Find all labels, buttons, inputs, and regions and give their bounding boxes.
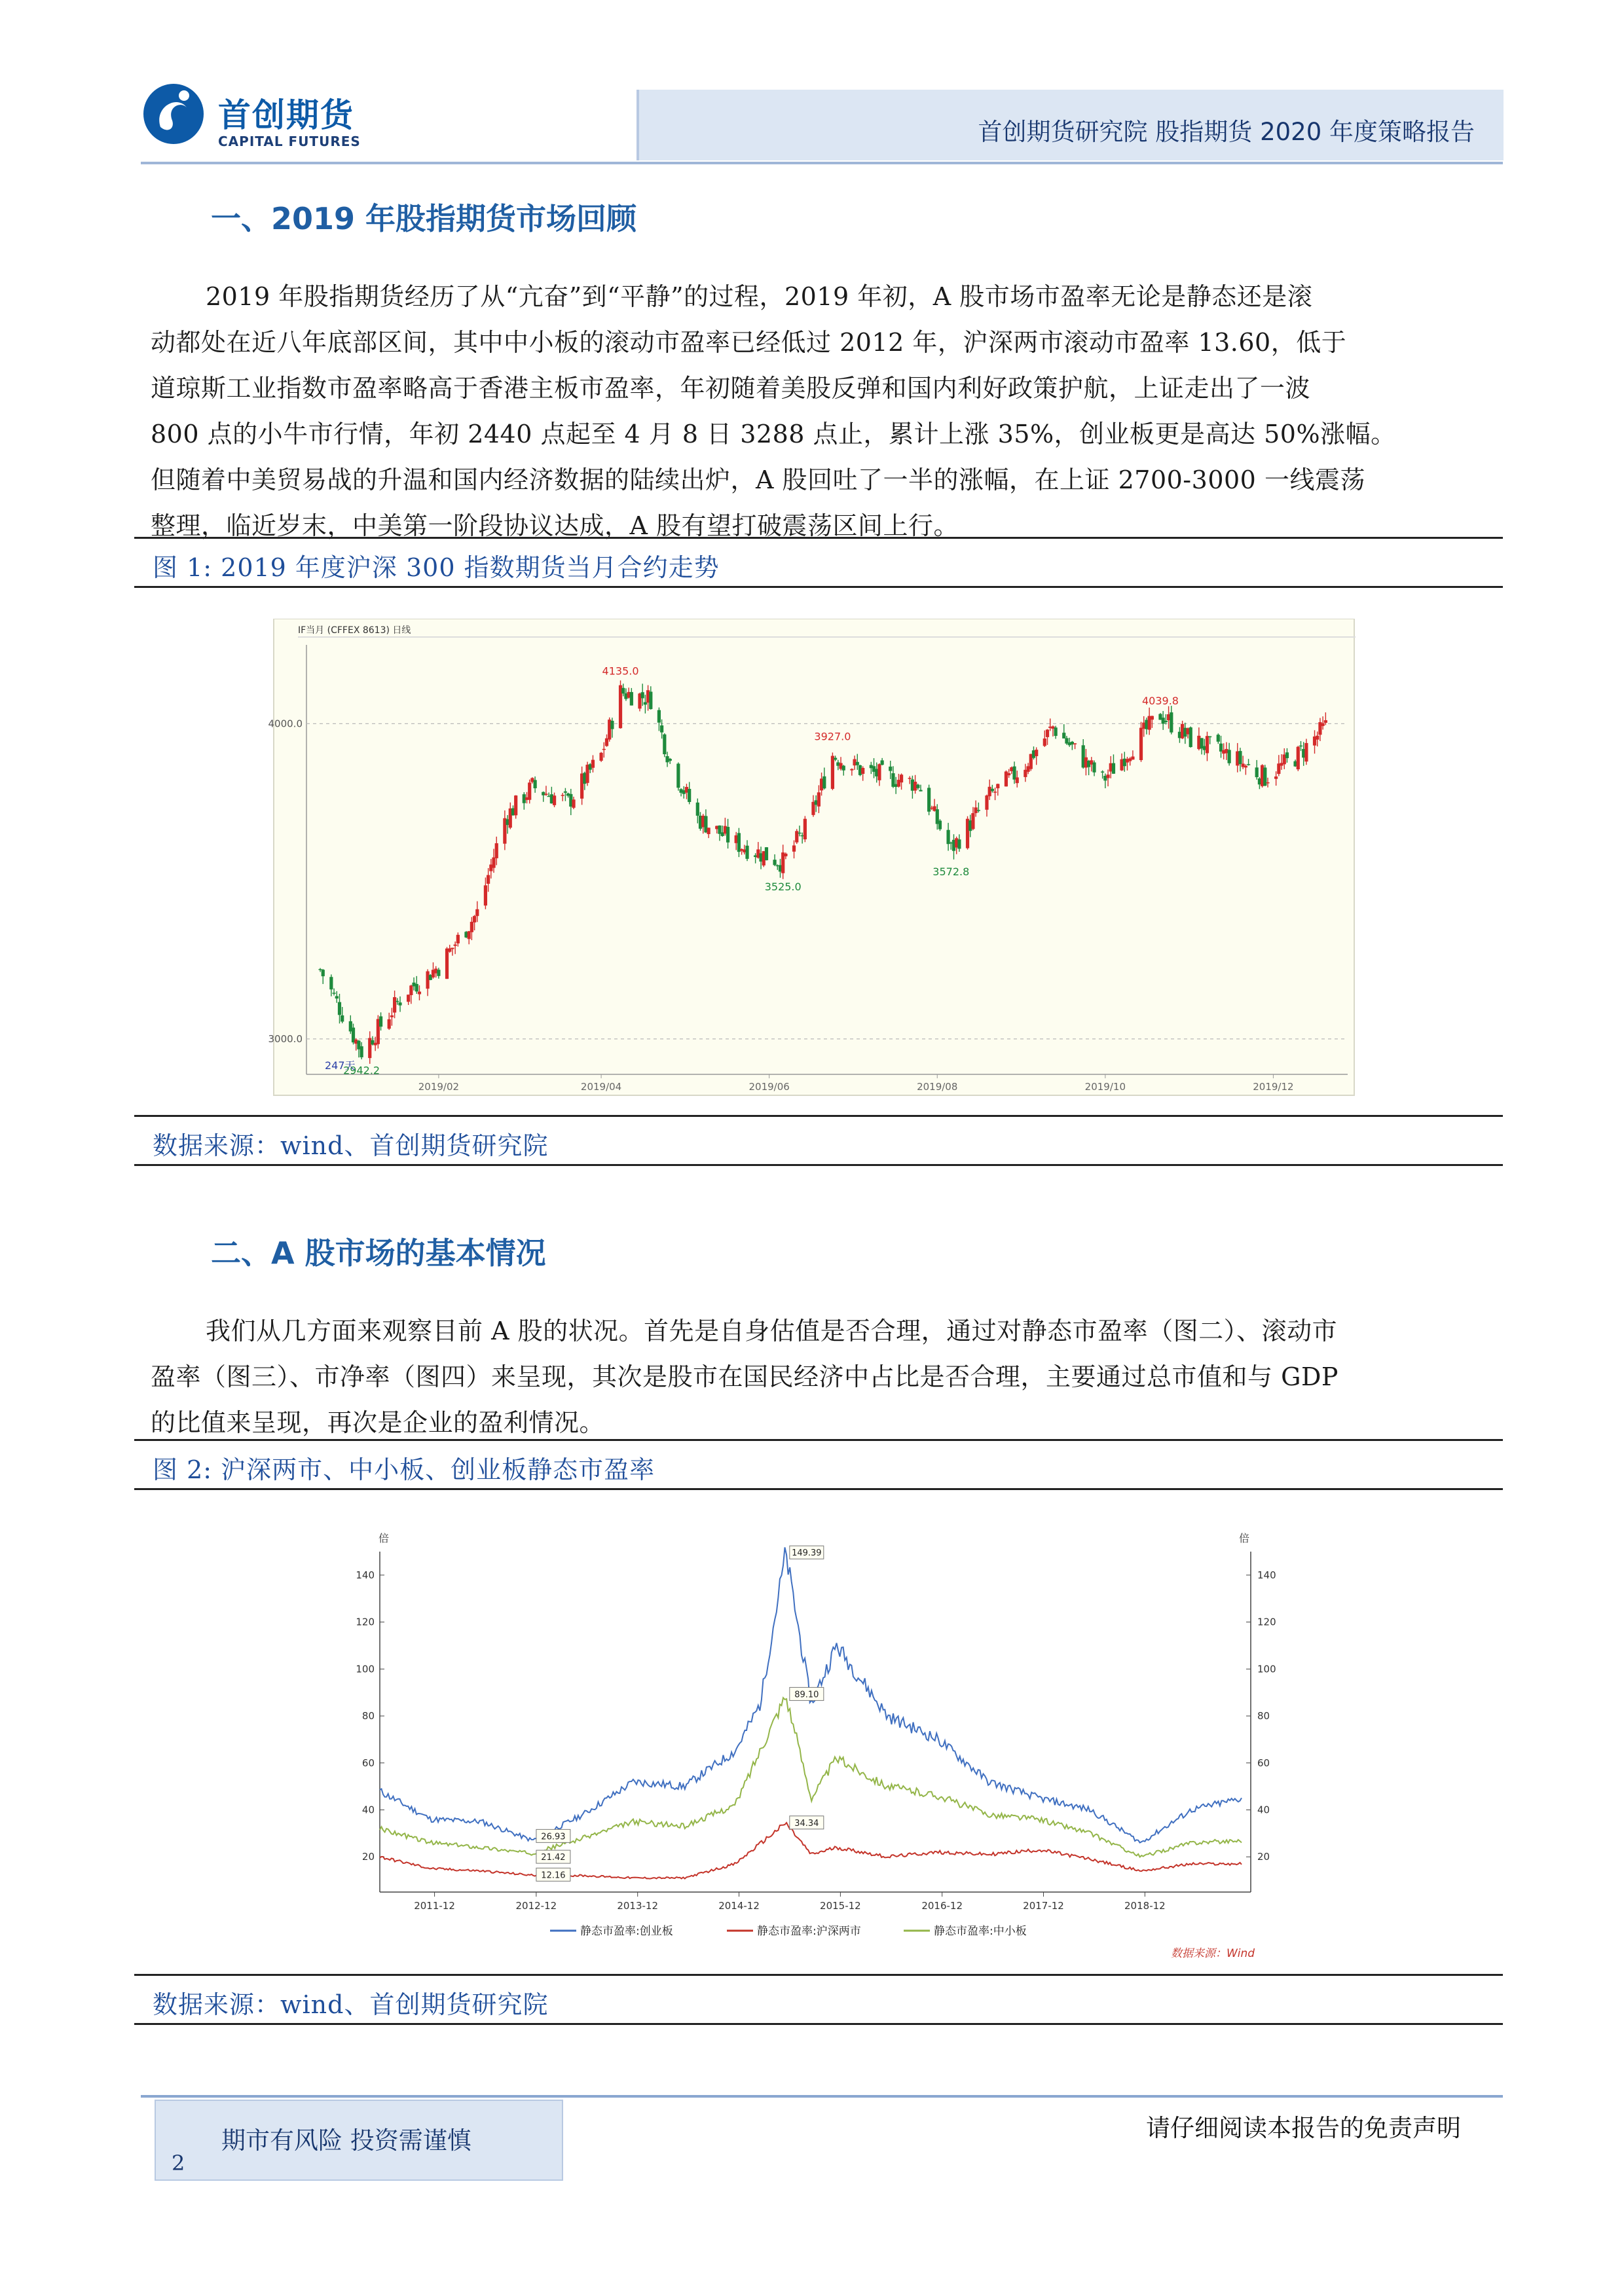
candle-body [514, 795, 517, 815]
paragraph-line: 的比值来呈现，再次是企业的盈利情况。 [151, 1408, 605, 1437]
paragraph-line: 道琼斯工业指数市盈率略高于香港主板市盈率，年初随着美股反弹和国内利好政策护航，上证走出了一波 [151, 374, 1311, 403]
candle-body [1170, 712, 1173, 733]
chart-2-unit-right: 倍 [1239, 1532, 1250, 1544]
candle-body [938, 820, 942, 829]
candle-body [1106, 774, 1109, 778]
candle-body [1297, 747, 1300, 769]
candle-body [991, 789, 994, 792]
chart-2-y-tick-label-right: 80 [1257, 1710, 1270, 1722]
candle-body [798, 833, 801, 834]
figure-1-source-text: 数据来源：wind、首创期货研究院 [153, 1131, 549, 1160]
report-header-title: 首创期货研究院 股指期货 2020 年度策略报告 [978, 118, 1475, 146]
candle-body [1244, 766, 1247, 768]
chart-2-y-tick-label: 80 [361, 1710, 375, 1722]
candle-body [856, 762, 859, 765]
figure-2-caption [134, 1439, 1503, 1490]
candle-body [528, 782, 531, 799]
chart-2-x-tick-label: 2012-12 [515, 1900, 557, 1912]
candle-body [877, 764, 881, 780]
chart-1-x-tick-label: 2019/10 [1084, 1081, 1126, 1093]
chart-2-x-tick-label: 2015-12 [820, 1900, 861, 1912]
candle-body [544, 793, 547, 795]
candle-body [437, 970, 440, 976]
logo-text-cn: 首创期货 [218, 96, 354, 134]
paragraph-line: 整理，临近岁末，中美第一阶段协议达成，A 股有望打破震荡区间上行。 [151, 511, 959, 540]
chart-1-days-label: 247天 [325, 1059, 356, 1072]
chart-2-data-label: 149.39 [792, 1548, 822, 1559]
candle-body [663, 735, 666, 754]
candle-body [773, 860, 776, 865]
footer-disclaimer: 请仔细阅读本报告的免责声明 [1146, 2114, 1461, 2142]
chart-2-y-tick-label-right: 120 [1257, 1616, 1276, 1628]
chart-2-x-tick-label: 2016-12 [921, 1900, 963, 1912]
header-divider [141, 162, 1503, 164]
candle-body [657, 710, 661, 723]
chart-2-y-tick-label: 60 [361, 1757, 375, 1769]
section-2-paragraph [151, 1308, 1496, 1446]
candle-body [487, 875, 490, 884]
candle-body [1162, 718, 1165, 723]
figure-2-caption-text: 图 2: 沪深两市、中小板、创业板静态市盈率 [153, 1455, 655, 1484]
figure-1-caption-text: 图 1: 2019 年度沪深 300 指数期货当月合约走势 [153, 553, 720, 582]
candle-body [669, 759, 672, 761]
chart-2-data-labels [536, 1546, 824, 1881]
candle-body [1131, 757, 1134, 760]
candle-body [1073, 743, 1077, 744]
candle-body [1112, 763, 1115, 774]
chart-1-annotation: 4135.0 [602, 665, 639, 678]
logo-mark-icon [141, 81, 206, 147]
candle-body [599, 753, 602, 761]
candle-body [1247, 764, 1250, 765]
chart-2-source: 数据来源：Wind [1171, 1947, 1255, 1960]
candle-body [792, 845, 796, 851]
candle-body [396, 1001, 399, 1002]
chart-2-data-label: 26.93 [541, 1832, 566, 1842]
candle-body [957, 839, 961, 848]
candle-body [475, 909, 479, 916]
candle-body [1035, 750, 1038, 756]
paragraph-line: 动都处在近八年底部区间，其中中小板的滚动市盈率已经低过 2012 年，沪深两市滚动市盈率 13.60，低于 [151, 328, 1347, 357]
candle-body [468, 931, 471, 939]
candle-body [676, 763, 680, 788]
candle-body [415, 984, 418, 991]
candle-body [1092, 763, 1096, 773]
candle-body [971, 813, 974, 829]
chart-2-data-label: 12.16 [541, 1870, 566, 1881]
candle-body [360, 1046, 363, 1057]
footer-box [155, 2100, 563, 2181]
candle-body [977, 810, 980, 811]
candle-body [889, 767, 892, 771]
candle-body [1062, 733, 1065, 738]
footer-divider [141, 2095, 1503, 2098]
candle-body [900, 774, 903, 782]
candle-body [1304, 743, 1308, 761]
candle-body [1164, 721, 1168, 722]
candle-body [418, 992, 421, 994]
candle-body [534, 780, 537, 788]
page-number: 2 [172, 2151, 185, 2176]
candle-body [621, 688, 625, 694]
candle-body [473, 916, 476, 922]
candle-body [1208, 737, 1211, 738]
chart-2-y-tick-label: 40 [361, 1804, 375, 1816]
figure-1-chart [268, 619, 1359, 1097]
candle-body [398, 1002, 401, 1005]
chart-2-y-tick-label: 120 [356, 1616, 375, 1628]
candle-body [737, 833, 741, 852]
section-1-paragraph [151, 274, 1496, 549]
candle-body [919, 790, 922, 792]
chart-1-annotation: 2942.2 [343, 1064, 380, 1077]
candle-body [1043, 738, 1046, 746]
report-header-bar [637, 90, 1504, 160]
chart-2-legend-label: 静态市盈率:创业板 [580, 1925, 673, 1938]
candle-body [881, 760, 884, 765]
candle-body [335, 996, 339, 998]
candle-body [831, 756, 834, 789]
chart-2-y-tick-label-right: 20 [1257, 1851, 1270, 1863]
candle-body [610, 721, 614, 729]
chart-2-y-tick-label-right: 60 [1257, 1757, 1270, 1769]
candle-body [641, 692, 644, 698]
candle-body [1274, 776, 1278, 779]
candle-body [1321, 723, 1325, 726]
paragraph-line: 2019 年股指期货经历了从“亢奋”到“平静”的过程，2019 年初，A 股市场市盈率无论是静态还是滚 [206, 282, 1313, 311]
candle-body [1101, 771, 1104, 773]
chart-2-legend-label: 静态市盈率:中小板 [934, 1925, 1027, 1938]
chart-1-annotation: 3927.0 [814, 730, 851, 743]
candle-body [338, 1002, 341, 1015]
candle-body [390, 1015, 394, 1017]
candle-body [817, 792, 821, 807]
candle-body [492, 858, 495, 868]
chart-2-x-tick-label: 2011-12 [414, 1900, 455, 1912]
candle-body [393, 997, 396, 1013]
candle-body [784, 854, 787, 856]
candle-body [407, 994, 410, 1002]
paragraph-line: 我们从几方面来观察目前 A 股的状况。首先是自身估值是否合理，通过对静态市盈率（图二）、滚动市 [206, 1317, 1338, 1345]
candle-body [1324, 720, 1327, 723]
candle-body [484, 885, 487, 905]
candle-body [1046, 729, 1049, 737]
candle-body [630, 692, 633, 705]
candle-body [1217, 735, 1220, 742]
candle-body [993, 792, 997, 793]
chart-1-y-tick-label: 3000.0 [268, 1032, 303, 1045]
chart-2-y-tick-label-right: 40 [1257, 1804, 1270, 1816]
candle-body [341, 1015, 344, 1022]
candle-body [561, 795, 564, 796]
candle-body [332, 993, 335, 994]
candle-body [726, 827, 729, 843]
candle-body [696, 803, 699, 816]
candle-body [842, 766, 845, 771]
chart-1-frame [274, 619, 1354, 1095]
candle-body [996, 784, 999, 788]
candle-body [1189, 727, 1192, 747]
chart-2-x-tick-label: 2018-12 [1124, 1900, 1166, 1912]
chart-2-legend-label: 静态市盈率:沪深两市 [757, 1925, 861, 1938]
candle-body [454, 945, 457, 946]
candle-body [456, 935, 460, 943]
candle-body [591, 760, 595, 768]
candle-body [834, 758, 837, 760]
candle-body [564, 792, 567, 793]
figure-1-caption [134, 537, 1503, 588]
chart-1-toolbar: IF当月 (CFFEX 8613) 日线 [298, 625, 411, 636]
candle-body [1299, 746, 1302, 747]
chart-1-annotation: 4039.8 [1141, 695, 1179, 708]
section-2-title: 二、A 股市场的基本情况 [211, 1235, 546, 1271]
candle-body [1285, 752, 1289, 758]
chart-1-annotation: 3572.8 [932, 866, 970, 879]
candle-body [379, 1016, 382, 1027]
candle-body [649, 692, 652, 710]
candle-body [850, 769, 853, 771]
candle-body [1139, 728, 1143, 760]
paragraph-line: 盈率（图三）、市净率（图四）来呈现，其次是股市在国民经济中占比是否合理，主要通过总市值和与 GDP [151, 1362, 1338, 1391]
candle-body [1255, 767, 1259, 777]
chart-2-x-tick-label: 2014-12 [718, 1900, 760, 1912]
chart-2-data-label: 21.42 [541, 1853, 566, 1863]
chart-2-axes [356, 1552, 1276, 1912]
candle-body [1266, 782, 1269, 784]
candle-body [445, 949, 449, 979]
candle-body [495, 843, 498, 858]
candle-body [329, 977, 333, 989]
candle-body [1054, 727, 1058, 736]
candle-body [1151, 716, 1154, 720]
chart-2-legend [550, 1925, 1027, 1938]
chart-1-x-tick-label: 2019/06 [748, 1081, 790, 1093]
figure-2-source-text: 数据来源：wind、首创期货研究院 [153, 1990, 549, 2019]
candle-body [1316, 736, 1319, 740]
candle-body [1007, 773, 1010, 775]
candle-body [946, 830, 950, 845]
chart-1-y-tick-label: 4000.0 [268, 718, 303, 730]
chart-1-x-tick-label: 2019/08 [917, 1081, 958, 1093]
chart-2-y-tick-label: 140 [356, 1569, 375, 1581]
candle-body [553, 795, 556, 805]
chart-1-x-tick-label: 2019/04 [580, 1081, 622, 1093]
chart-2-x-tick-label: 2013-12 [617, 1900, 659, 1912]
chart-1-x-tick-label: 2019/02 [418, 1081, 460, 1093]
candle-body [1206, 736, 1209, 753]
candle-body [409, 985, 413, 995]
candle-body [1016, 777, 1019, 783]
candle-body [1228, 750, 1231, 763]
company-logo [141, 77, 363, 156]
candle-body [765, 847, 768, 860]
figure-2-chart [327, 1529, 1310, 1980]
candle-body [916, 785, 919, 788]
section-1-title: 一、2019 年股指期货市场回顾 [211, 201, 637, 236]
chart-2-x-tick-label: 2017-12 [1023, 1900, 1064, 1912]
chart-2-data-label: 34.34 [794, 1818, 819, 1829]
candle-body [660, 725, 663, 733]
candle-body [803, 819, 807, 839]
chart-2-series-line [380, 1698, 1242, 1857]
candle-body [861, 768, 864, 774]
chart-2-y-tick-label: 20 [361, 1851, 375, 1863]
figure-1-source [134, 1115, 1503, 1166]
figure-2-source [134, 1974, 1503, 2025]
chart-2-data-label: 89.10 [794, 1690, 819, 1700]
paragraph-line: 但随着中美贸易战的升温和国内经济数据的陆续出炉，A 股回吐了一半的涨幅，在上证 2700-3000 一线震荡 [151, 465, 1365, 494]
candle-body [322, 970, 325, 976]
chart-2-unit-left: 倍 [378, 1532, 390, 1544]
candle-body [602, 749, 606, 750]
candle-body [572, 799, 575, 808]
candle-body [745, 846, 748, 859]
chart-2-y-tick-label: 100 [356, 1663, 375, 1675]
candle-body [822, 776, 826, 788]
chart-1-x-tick-label: 2019/12 [1253, 1081, 1294, 1093]
logo-text-en: CAPITAL FUTURES [218, 134, 361, 149]
candle-body [985, 795, 988, 810]
candle-body [451, 948, 454, 949]
chart-2-y-tick-label-right: 100 [1257, 1663, 1276, 1675]
footer-slogan: 期市有风险 投资需谨慎 [221, 2126, 471, 2155]
paragraph-line: 800 点的小牛市行情，年初 2440 点起至 4 月 8 日 3288 点止，累计上涨 35%，创业板更是高达 50%涨幅。 [151, 420, 1396, 448]
chart-1-annotation: 3525.0 [764, 881, 802, 894]
candle-body [388, 1019, 391, 1029]
candle-body [707, 828, 710, 834]
candle-body [688, 789, 691, 802]
candle-body [988, 787, 991, 796]
chart-2-y-tick-label-right: 140 [1257, 1569, 1276, 1581]
candle-body [470, 922, 473, 932]
candle-body [1238, 751, 1242, 764]
candle-body [908, 778, 912, 779]
